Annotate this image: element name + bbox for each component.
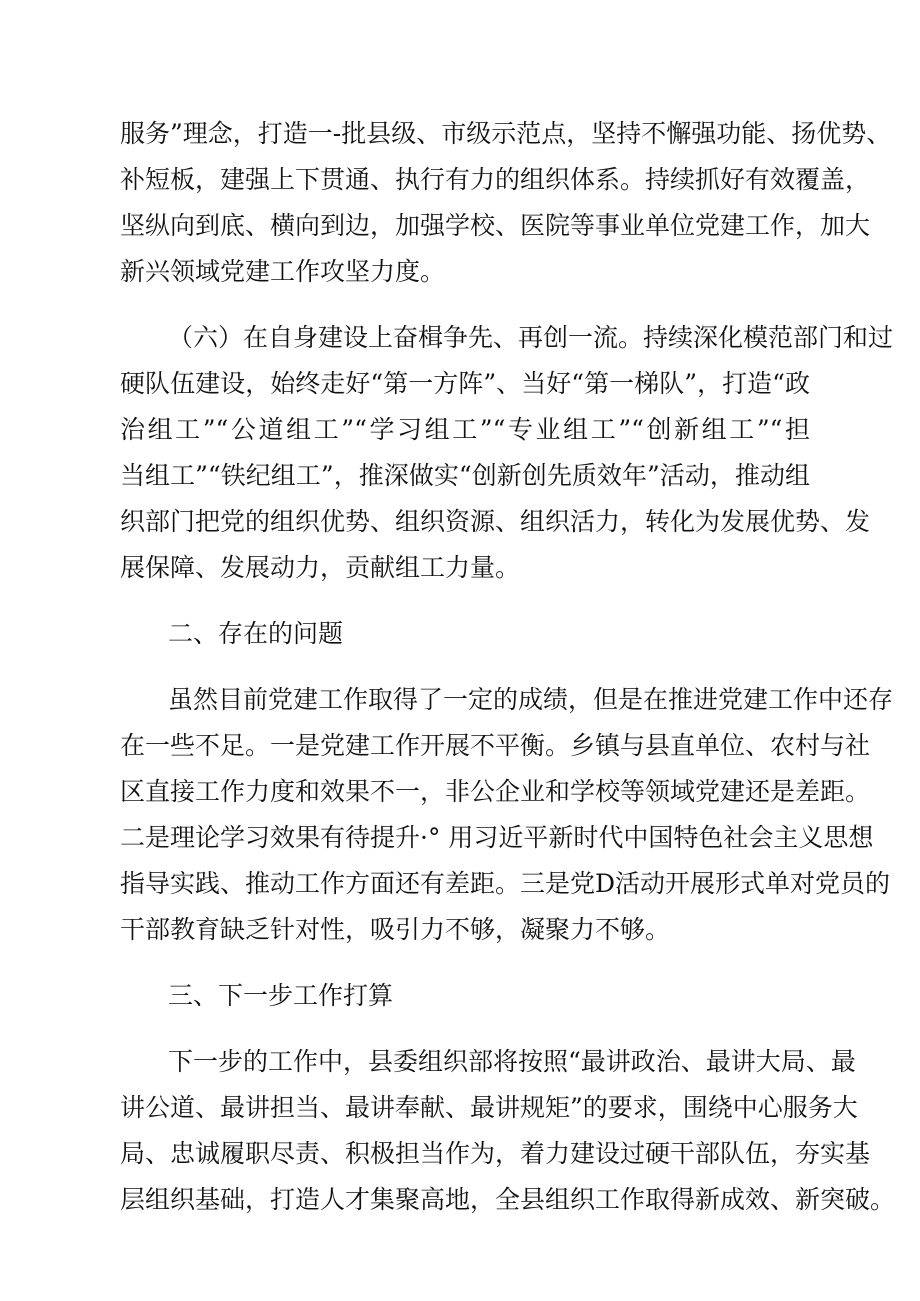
document-body xyxy=(120,111,896,1223)
section-heading: 三、下一步工作打算 xyxy=(168,981,394,1010)
paragraph xyxy=(120,677,894,953)
paragraph xyxy=(120,1039,896,1223)
text-line: 展保障、发展动力，贡献组工力量。 xyxy=(120,553,521,582)
text-line: 补短板，建强上下贯通、执行有力的组织体系。持续抓好有效覆盖， xyxy=(120,165,871,194)
text-line: 新兴领域党建工作攻坚力度。 xyxy=(120,257,446,286)
text-line: 虽然目前党建工作取得了一定的成绩，但是在推进党建工作中还存 xyxy=(168,685,894,714)
text-line: 讲公道、最讲担当、最讲奉献、最讲规矩”的要求，围绕中心服务大 xyxy=(120,1093,858,1122)
text-line: 层组织基础，打造人才集聚高地，全县组织工作取得新成效、新突破。 xyxy=(120,1185,896,1214)
text-line: 治组工”“公道组工”“学习组工”“专业组工”“创新组工”“担 xyxy=(120,415,810,444)
paragraph xyxy=(120,111,892,295)
paragraph xyxy=(120,315,894,591)
text-line: 服务”理念，打造一-批县级、市级示范点，坚持不懈强功能、扬优势、 xyxy=(120,119,892,148)
text-line: 织部门把党的组织优势、组织资源、组织活力，转化为发展优势、发 xyxy=(120,507,871,536)
text-line: 下一步的工作中，县委组织部将按照“最讲政治、最讲大局、最 xyxy=(168,1047,856,1076)
text-line: 局、忠诚履职尽责、积极担当作为，着力建设过硬干部队伍，夯实基 xyxy=(120,1139,871,1168)
section-heading: 二、存在的问题 xyxy=(168,619,344,648)
text-line: 坚纵向到底、横向到边，加强学校、医院等事业单位党建工作，加大 xyxy=(120,211,871,240)
text-line: 当组工”“铁纪组工”，推深做实“创新创先质效年”活动，推动组 xyxy=(120,461,810,490)
text-line: 二是理论学习效果有待提升·° 用习近平新时代中国特色社会主义思想 xyxy=(120,823,874,852)
text-line: 干部教育缺乏针对性，吸引力不够，凝聚力不够。 xyxy=(120,915,671,944)
text-line: 硬队伍建设，始终走好“第一方阵”、当好“第一梯队”，打造“政 xyxy=(120,369,810,398)
text-line: 指导实践、推动工作方面还有差距。三是党D活动开展形式单对党员的 xyxy=(120,869,891,898)
text-line: 在一些不足。一是党建工作开展不平衡。乡镇与县直单位、农村与社 xyxy=(120,731,871,760)
text-line: （六）在自身建设上奋楫争先、再创一流。持续深化模范部门和过 xyxy=(168,323,894,352)
text-line: 区直接工作力度和效果不一，非公企业和学校等领域党建还是差距。 xyxy=(120,777,871,806)
